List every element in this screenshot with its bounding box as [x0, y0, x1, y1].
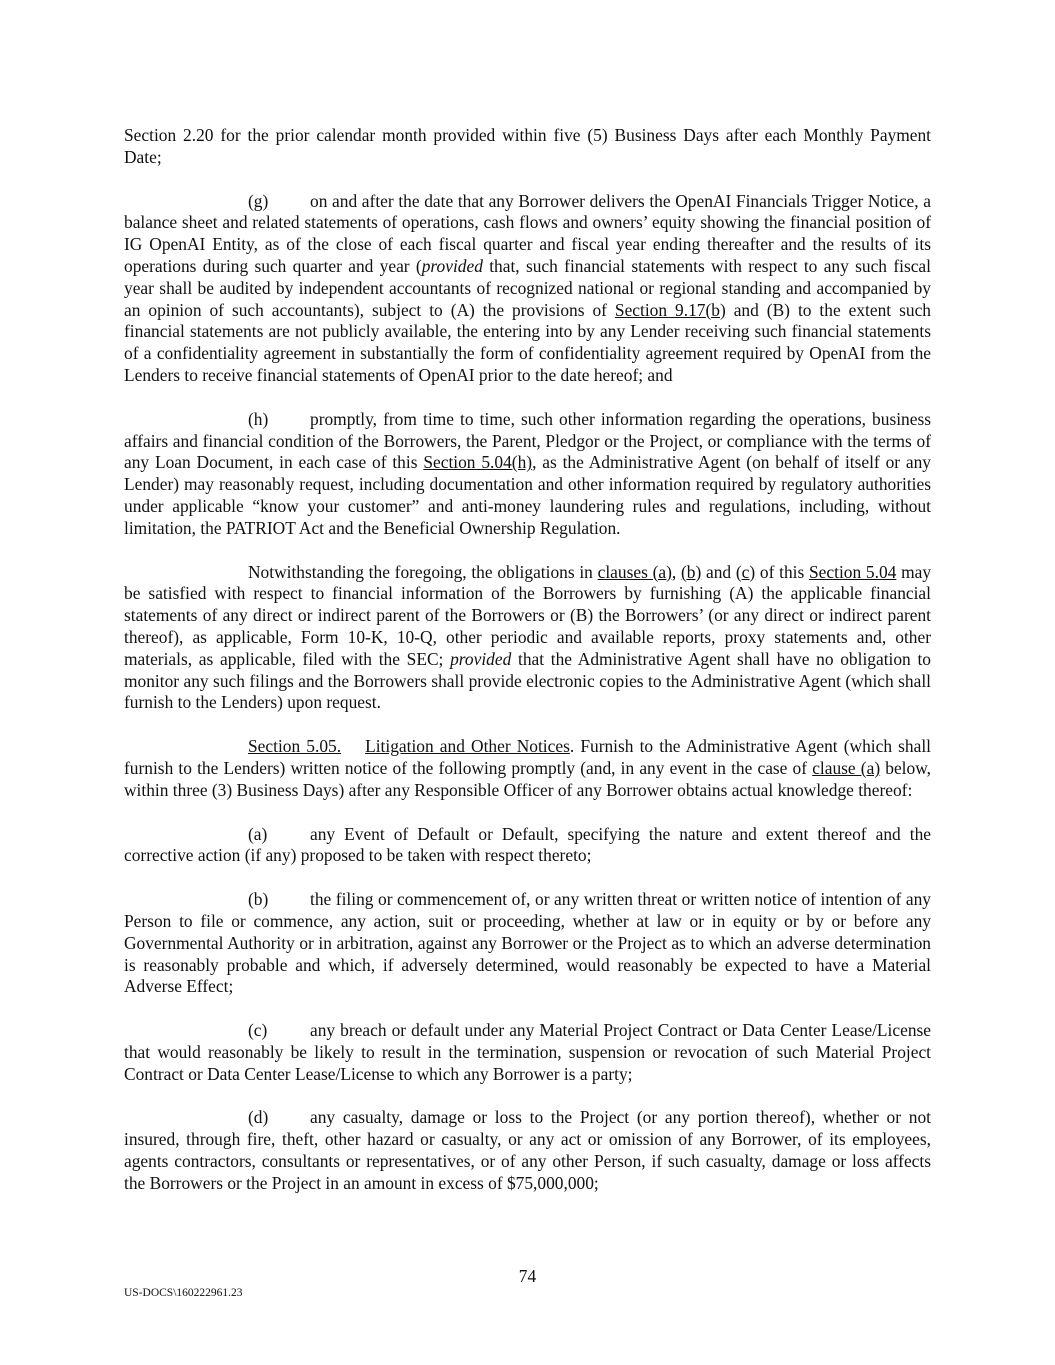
clause-c-text: any breach or default under any Material Project Contract or Data Center Lease/License that would reasonably be likely to result in the termination, suspension or revocation of such Material Project Contract or Data Center Lease/License to which any Borrower is a party;: [124, 1020, 931, 1084]
clause-b-label: (b): [248, 889, 269, 910]
section-5-05: [124, 736, 931, 801]
section-ref-5-04h: Section 5.04(h): [423, 452, 533, 473]
notw-sep-2: and: [701, 561, 736, 582]
section-5-05-text-2: below, within three (3) Business Days) after any Responsible Officer of any Borrower obtains actual knowledge thereof:: [124, 757, 931, 800]
clause-g-text-2: that, such financial statements with respect to any such fiscal year shall be audited by independent accountants of recognized national or regional standing and accompanied by an opinion of such accountants), subject to (A) the provisions of: [124, 255, 931, 320]
clause-a: [124, 824, 931, 868]
italic-provided-2: provided: [450, 648, 512, 669]
clause-d: [124, 1107, 931, 1194]
clause-a-text: any Event of Default or Default, specifying the nature and extent thereof and the corrective action (if any) proposed to be taken with respect thereto;: [124, 823, 931, 866]
clause-h-label: (h): [248, 408, 269, 429]
notwithstanding-paragraph: [124, 562, 931, 715]
section-ref-9-17b: Section 9.17(b): [614, 299, 726, 320]
notw-text-2: of this: [755, 561, 809, 582]
clause-ref-b: (b): [680, 561, 702, 582]
notw-text-4: that the Administrative Agent shall have no obligation to monitor any such filings and the Borrowers shall provide electronic copies to the Administrative Agent (which shall furnish to the Lenders) upon request.: [124, 648, 931, 713]
notw-sep-1: ,: [671, 561, 681, 582]
clause-h-text-2: , as the Administrative Agent (on behalf of itself or any Lender) may reasonably request, including documentation and other information required by regulatory authorities under applicable “know your customer” and anti-money laundering rules and regulations, including, without limitation, the PATRIOT Act and the Beneficial Ownership Regulation.: [124, 452, 932, 538]
section-title: Litigation and Other Notices: [365, 736, 570, 757]
italic-provided: provided: [421, 255, 483, 276]
clause-ref-a: clauses (a): [597, 561, 672, 582]
section-ref-5-04: Section 5.04: [809, 561, 897, 582]
clause-h: [124, 409, 931, 540]
notw-text: Notwithstanding the foregoing, the obligations in: [248, 561, 598, 582]
clause-c: [124, 1020, 931, 1085]
document-body: [124, 125, 931, 1195]
clause-b-text: the filing or commencement of, or any written threat or written notice of intention of any Person to file or commence, any action, suit or proceeding, whether at law or in equity or by or before any Governmental Authority or in arbitration, against any Borrower or the Project as to which an adverse determination is reasonably probable and which, if adversely determined, would reasonably be expected to have a Material Adverse Effect;: [124, 889, 931, 997]
clause-h-text: promptly, from time to time, such other information regarding the operations, business affairs and financial condition of the Borrowers, the Parent, Pledgor or the Project, or compliance with the terms of any Loan Document, in each case of this: [124, 408, 931, 473]
document-id: US-DOCS\160222961.23: [124, 1287, 243, 1299]
clause-c-label: (c): [248, 1020, 268, 1041]
notw-text-3: may be satisfied with respect to financial information of the Borrowers by furnishing (A) the applicable financial statements of any direct or indirect parent of the Borrowers or (B) the Borrowers’ (or any direct or indirect parent thereof), as applicable, Form 10-K, 10-Q, other periodic and available reports, proxy statements and, other materials, as applicable, filed with the SEC;: [124, 561, 932, 669]
clause-g-text-3: and (B) to the extent such financial statements are not publicly available, the entering into by any Lender receiving such financial statements of a confidentiality agreement in substantially the form of confidentiality agreement required by OpenAI from the Lenders to receive financial statements of OpenAI prior to the date hereof; and: [124, 299, 931, 385]
clause-d-label: (d): [248, 1107, 269, 1128]
section-number: Section 5.05.: [248, 736, 342, 757]
page-number: 74: [518, 1266, 537, 1286]
clause-a-label: (a): [248, 823, 268, 844]
section-5-05-text: . Furnish to the Administrative Agent (which shall furnish to the Lenders) written notice of the following promptly (and, in any event in the case of: [124, 736, 932, 778]
clause-b: [124, 889, 931, 998]
paragraph-continuation: Section 2.20 for the prior calendar month provided within five (5) Business Days after each Monthly Payment Date;: [124, 125, 931, 167]
clause-g-text: on and after the date that any Borrower delivers the OpenAI Financials Trigger Notice, a balance sheet and related statements of operations, cash flows and owners’ equity showing the financial position of IG OpenAI Entity, as of the close of each fiscal quarter and fiscal year ending thereafter and the results of its operations during such quarter and year (: [124, 190, 931, 276]
clause-g: [124, 191, 931, 387]
clause-g-label: (g): [248, 190, 269, 211]
clause-d-text: any casualty, damage or loss to the Project (or any portion thereof), whether or not insured, through fire, theft, other hazard or casualty, or any act or omission of any Borrower, of its employees, agents contractors, consultants or representatives, or of any other Person, if such casualty, damage or loss affects the Borrowers or the Project in an amount in excess of $75,000,000;: [124, 1107, 931, 1193]
clause-ref-a-2: clause (a): [812, 757, 881, 778]
clause-ref-c: (c): [735, 561, 756, 582]
